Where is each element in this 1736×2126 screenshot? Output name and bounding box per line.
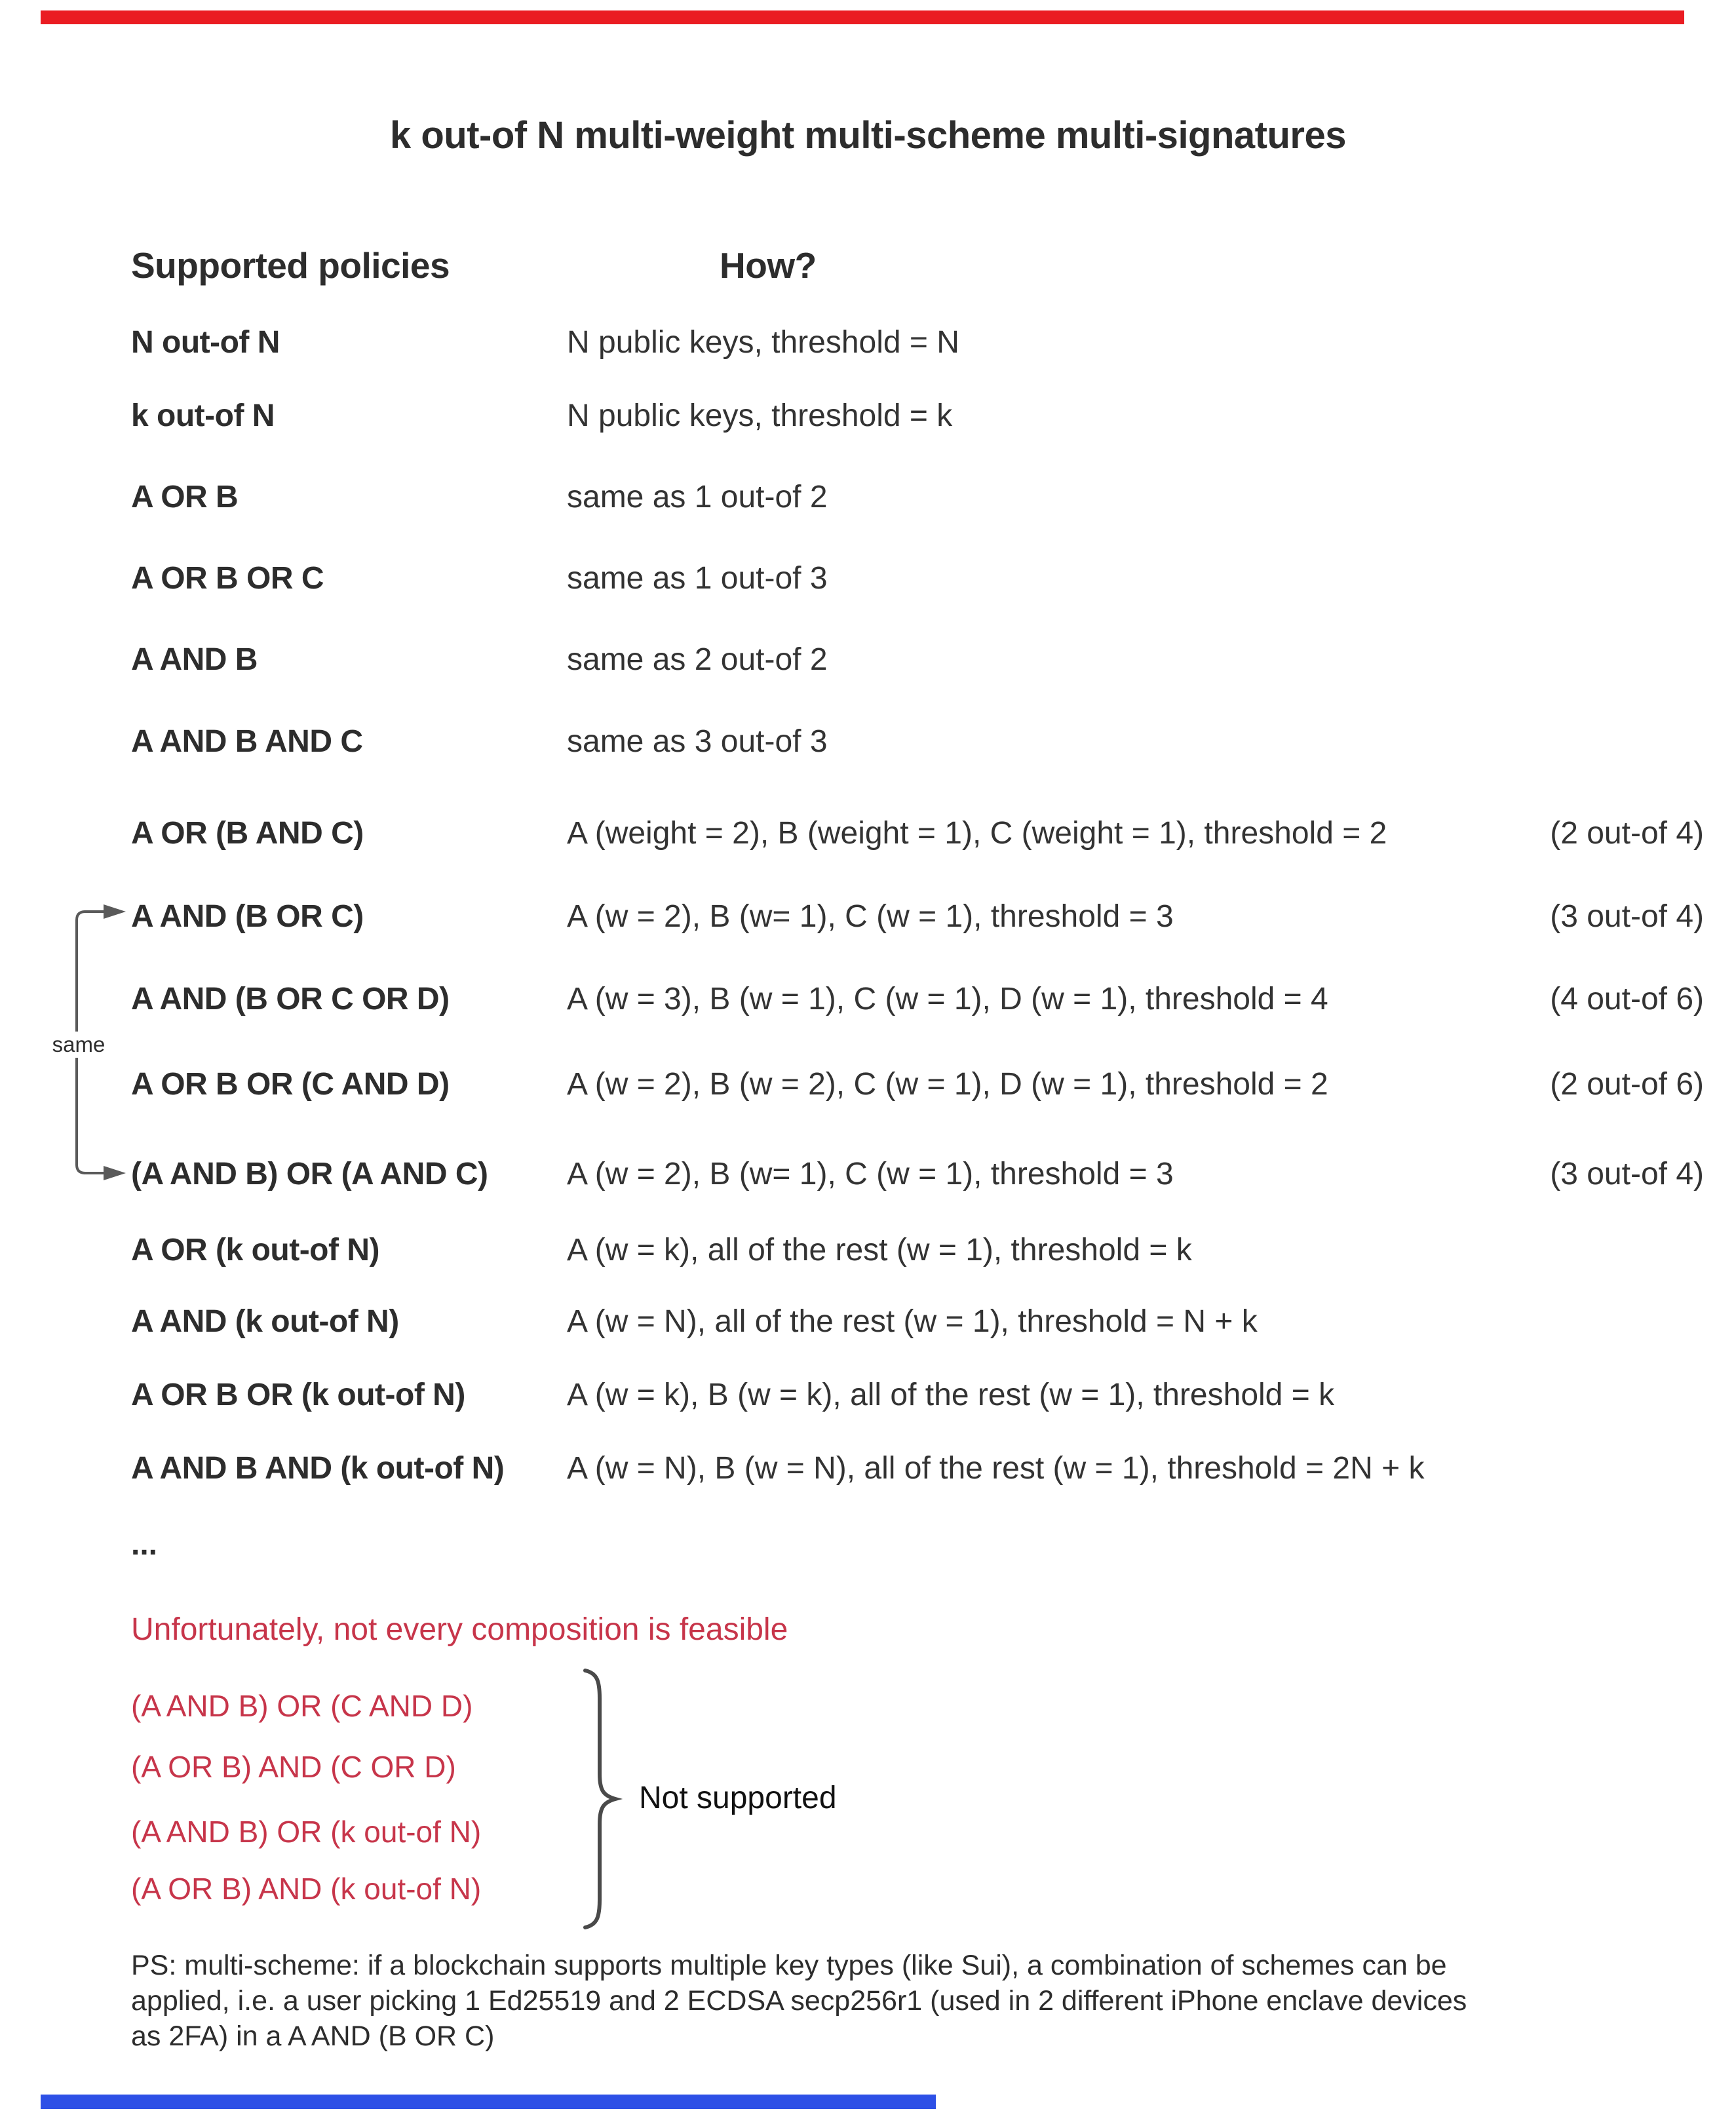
arrowhead-top [104,904,126,919]
policy-label: (A AND B) OR (A AND C) [131,1157,488,1191]
table-row [0,1302,1736,1342]
table-row [0,897,1736,937]
table-row [0,478,1736,517]
how-text: N public keys, threshold = k [567,398,953,433]
policy-label: A AND B AND C [131,724,363,759]
ps-line: PS: multi-scheme: if a blockchain supports multiple key types (like Sui), a combination of schemes can be [131,1950,1447,1981]
policy-label: A OR (k out-of N) [131,1233,379,1267]
how-text: A (w = 2), B (w= 1), C (w = 1), threshold = 3 [567,899,1174,934]
policy-label: A OR B [131,480,239,514]
how-text: same as 1 out-of 2 [567,480,828,514]
table-row [0,1449,1736,1488]
infeasible-item: (A AND B) OR (C AND D) [131,1689,473,1723]
how-text: same as 3 out-of 3 [567,724,828,759]
table-row [0,559,1736,598]
policy-label: k out-of N [131,398,275,433]
how-text: A (w = k), B (w = k), all of the rest (w = 1), threshold = k [567,1378,1335,1412]
ps-line: applied, i.e. a user picking 1 Ed25519 and 2 ECDSA secp256r1 (used in 2 different iPhone enclave devices [131,1985,1467,2017]
how-text: same as 1 out-of 3 [567,561,828,596]
equivalence-note: (4 out-of 6) [1550,982,1704,1016]
top-red-bar [41,10,1684,24]
same-label: same [46,1032,111,1058]
infeasible-item: (A OR B) AND (C OR D) [131,1750,456,1784]
policy-label: A AND B [131,642,258,677]
infeasible-item: (A OR B) AND (k out-of N) [131,1872,482,1906]
equivalence-note: (3 out-of 4) [1550,1157,1704,1191]
page-title: k out-of N multi-weight multi-scheme multi-signatures [389,114,1346,157]
policy-label: A OR B OR (k out-of N) [131,1378,465,1412]
how-text: A (w = 3), B (w = 1), C (w = 1), D (w = 1), threshold = 4 [567,982,1328,1016]
table-row [0,1065,1736,1104]
table-row [0,722,1736,762]
curly-brace [580,1668,629,1930]
table-row [0,323,1736,362]
how-text: A (w = N), B (w = N), all of the rest (w = 1), threshold = 2N + k [567,1451,1425,1486]
column-header-how: How? [720,245,817,286]
table-row [0,1231,1736,1270]
table-row [0,814,1736,853]
how-text: A (w = N), all of the rest (w = 1), threshold = N + k [567,1304,1258,1339]
how-text: N public keys, threshold = N [567,325,959,360]
ps-note [131,1948,1678,2054]
how-text: same as 2 out-of 2 [567,642,828,677]
how-text: A (w = k), all of the rest (w = 1), threshold = k [567,1233,1192,1267]
table-row [0,1155,1736,1194]
equivalence-note: (3 out-of 4) [1550,899,1704,934]
bottom-blue-bar [41,2095,936,2109]
equivalence-note: (2 out-of 4) [1550,816,1704,851]
ellipsis: ... [131,1527,158,1562]
infeasible-heading: Unfortunately, not every composition is feasible [131,1612,788,1647]
how-text: A (w = 2), B (w= 1), C (w = 1), threshold = 3 [567,1157,1174,1191]
policy-label: N out-of N [131,325,280,360]
table-row [0,640,1736,680]
policy-label: A AND (k out-of N) [131,1304,399,1339]
policy-label: A OR B OR C [131,561,324,596]
how-text: A (weight = 2), B (weight = 1), C (weight = 1), threshold = 2 [567,816,1387,851]
table-row [0,980,1736,1019]
equivalence-note: (2 out-of 6) [1550,1067,1704,1102]
column-header-supported-policies: Supported policies [131,245,450,286]
not-supported-caption: Not supported [639,1781,837,1815]
table-row [0,396,1736,436]
table-row [0,1376,1736,1415]
policy-label: A OR B OR (C AND D) [131,1067,450,1102]
policy-label: A AND B AND (k out-of N) [131,1451,505,1486]
policy-label: A AND (B OR C OR D) [131,982,450,1016]
ps-line: as 2FA) in a A AND (B OR C) [131,2020,495,2052]
policy-label: A OR (B AND C) [131,816,364,851]
arrowhead-bottom [104,1166,126,1180]
how-text: A (w = 2), B (w = 2), C (w = 1), D (w = 1), threshold = 2 [567,1067,1328,1102]
policy-label: A AND (B OR C) [131,899,364,934]
infeasible-item: (A AND B) OR (k out-of N) [131,1815,482,1849]
